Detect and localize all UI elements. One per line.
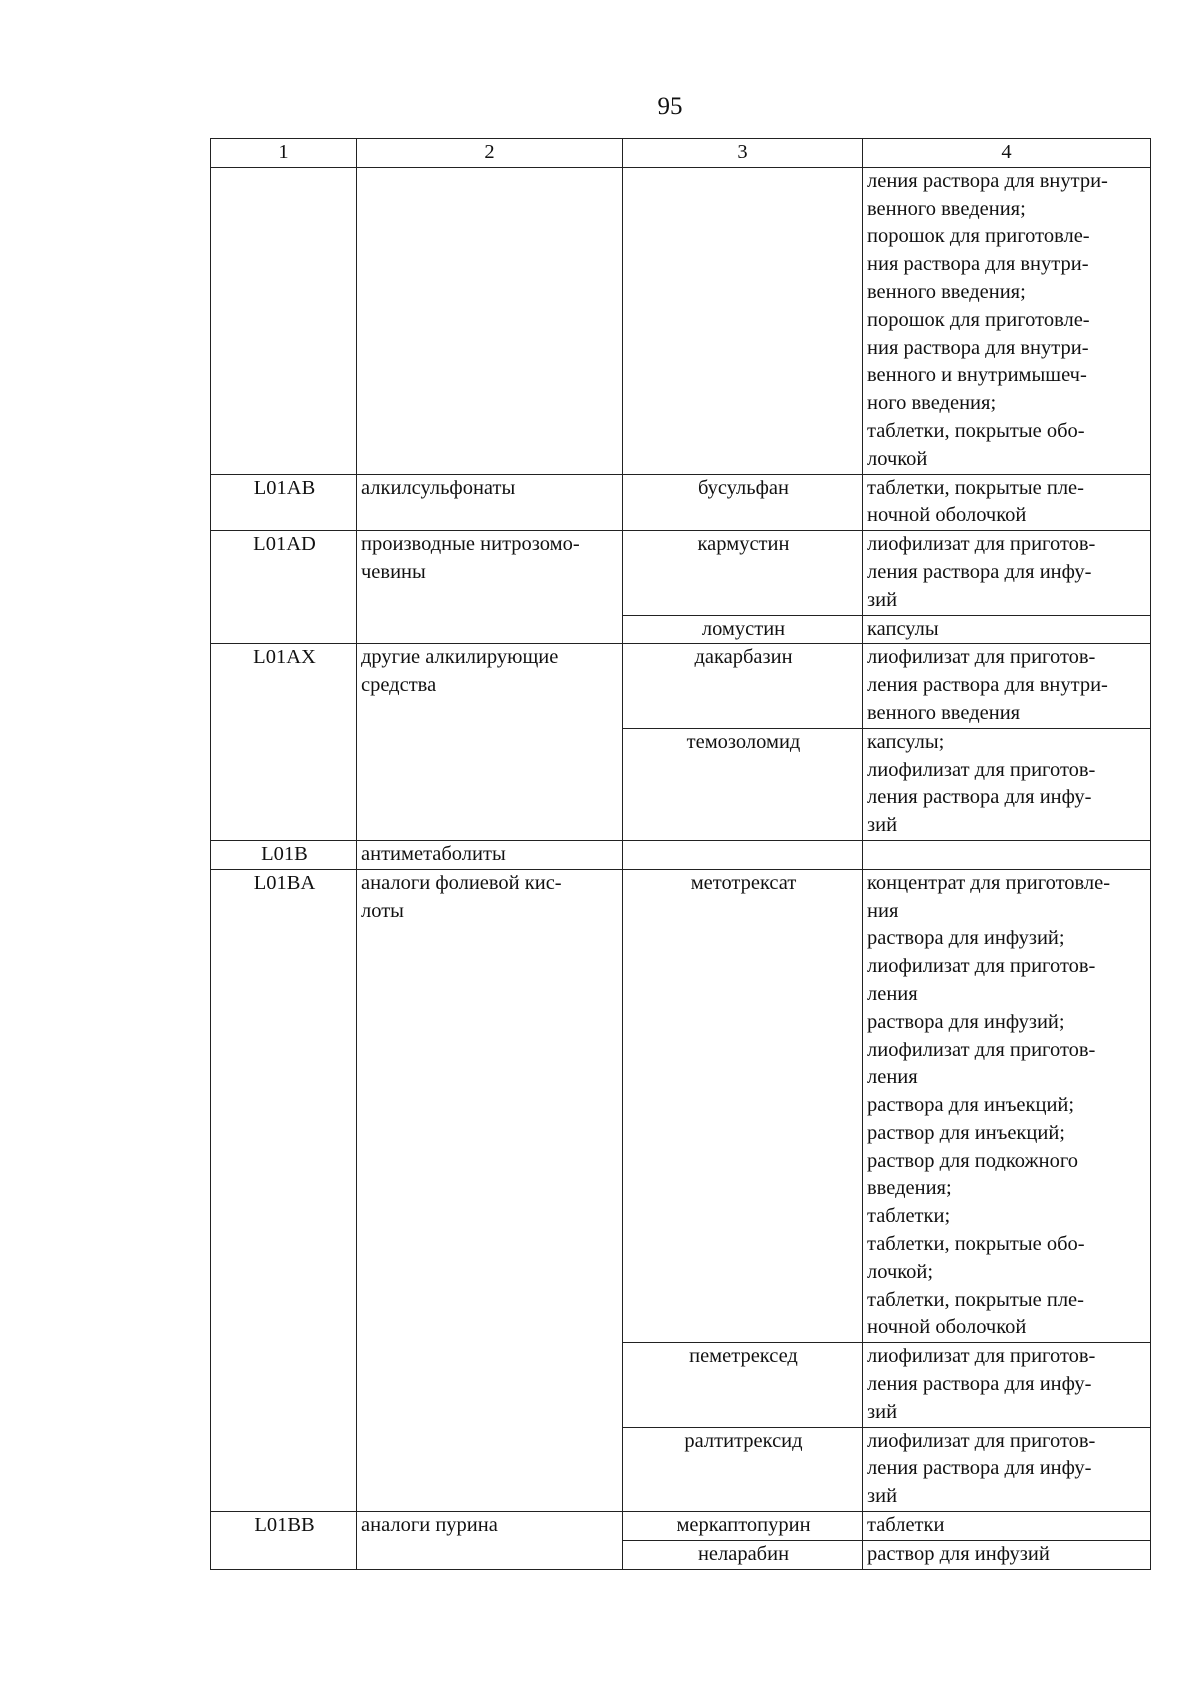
- dosage-form-cell: лиофилизат для приготов- ления раствора для инфу- зий: [863, 1427, 1151, 1511]
- dosage-form-cell: лиофилизат для приготов- ления раствора для внутри- венного введения: [863, 644, 1151, 728]
- column-header-3: 3: [623, 139, 863, 168]
- atc-code-cell: L01AX: [211, 644, 357, 841]
- group-name-cell: алкилсульфонаты: [357, 474, 623, 531]
- drug-name-cell: кармустин: [623, 531, 863, 615]
- group-name-cell: производные нитрозомо- чевины: [357, 531, 623, 644]
- atc-code-cell: [211, 167, 357, 474]
- drug-name-cell: ломустин: [623, 615, 863, 644]
- table-row: [211, 869, 1151, 1343]
- column-header-2: 2: [357, 139, 623, 168]
- group-name-cell: аналоги фолиевой кис- лоты: [357, 869, 623, 1511]
- drug-name-cell: [623, 167, 863, 474]
- drug-name-cell: неларабин: [623, 1540, 863, 1569]
- dosage-form-cell: лиофилизат для приготов- ления раствора для инфу- зий: [863, 531, 1151, 615]
- group-name-cell: другие алкилирующие средства: [357, 644, 623, 841]
- drug-name-cell: пеметрексед: [623, 1343, 863, 1427]
- group-name-cell: антиметаболиты: [357, 840, 623, 869]
- group-name-cell: [357, 167, 623, 474]
- dosage-form-cell: лиофилизат для приготов- ления раствора для инфу- зий: [863, 1343, 1151, 1427]
- drug-name-cell: дакарбазин: [623, 644, 863, 728]
- atc-code-cell: L01B: [211, 840, 357, 869]
- drug-table: [210, 138, 1151, 1570]
- table-row: [211, 1512, 1151, 1541]
- drug-name-cell: [623, 840, 863, 869]
- table-header-row: [211, 139, 1151, 168]
- drug-name-cell: темозоломид: [623, 728, 863, 840]
- dosage-form-cell: концентрат для приготовле- ния раствора для инфузий; лиофилизат для приготов- ления раствора для инфузий; лиофилизат для приготов- ления раствора для инъекций; раствор для инъекций; раствор для подкожного введения; таблетки; таблетки, покрытые обо- лочкой; таблетки, покрытые пле- ночной оболочкой: [863, 869, 1151, 1343]
- column-header-1: 1: [211, 139, 357, 168]
- column-header-4: 4: [863, 139, 1151, 168]
- table-row: [211, 531, 1151, 615]
- drug-name-cell: ралтитрексид: [623, 1427, 863, 1511]
- page-number: 95: [657, 93, 683, 120]
- table-row: [211, 644, 1151, 728]
- dosage-form-cell: капсулы; лиофилизат для приготов- ления раствора для инфу- зий: [863, 728, 1151, 840]
- atc-code-cell: L01AB: [211, 474, 357, 531]
- atc-code-cell: L01AD: [211, 531, 357, 644]
- dosage-form-cell: капсулы: [863, 615, 1151, 644]
- table-row: [211, 167, 1151, 474]
- group-name-cell: аналоги пурина: [357, 1512, 623, 1570]
- dosage-form-cell: таблетки: [863, 1512, 1151, 1541]
- atc-code-cell: L01BA: [211, 869, 357, 1511]
- dosage-form-cell: ления раствора для внутри- венного введения; порошок для приготовле- ния раствора для внутри- венного введения; порошок для приготовле- ния раствора для внутри- венного и внутримышеч- ного введения; таблетки, покрытые обо- лочкой: [863, 167, 1151, 474]
- drug-name-cell: меркаптопурин: [623, 1512, 863, 1541]
- table-row: [211, 474, 1151, 531]
- dosage-form-cell: таблетки, покрытые пле- ночной оболочкой: [863, 474, 1151, 531]
- table-row: [211, 840, 1151, 869]
- dosage-form-cell: раствор для инфузий: [863, 1540, 1151, 1569]
- drug-name-cell: бусульфан: [623, 474, 863, 531]
- dosage-form-cell: [863, 840, 1151, 869]
- drug-name-cell: метотрексат: [623, 869, 863, 1343]
- atc-code-cell: L01BB: [211, 1512, 357, 1570]
